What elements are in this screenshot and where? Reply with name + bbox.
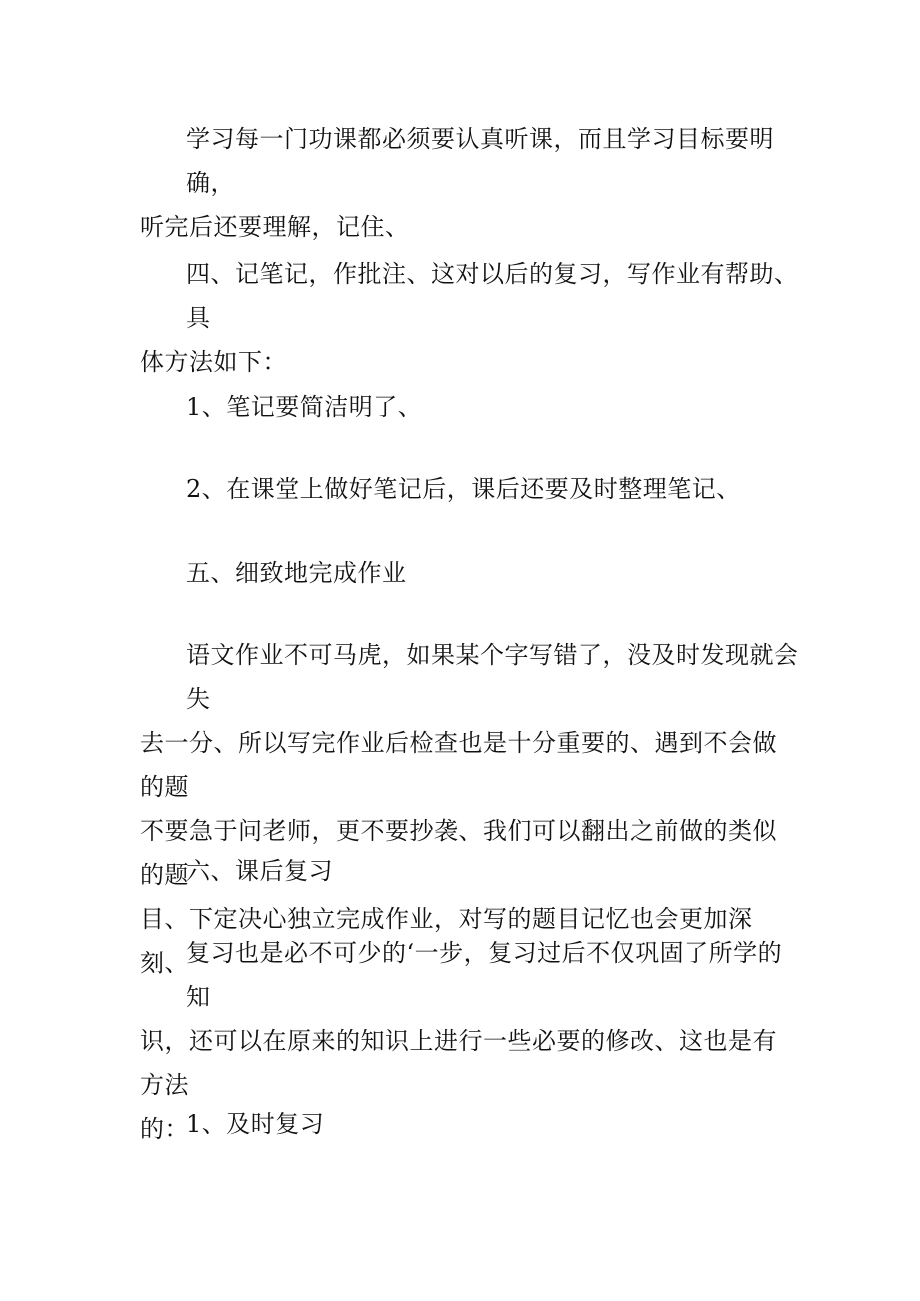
text-line: 的：	[140, 1115, 189, 1143]
list-item-notes-2	[140, 467, 800, 511]
text-line: 五、细致地完成作业	[186, 559, 407, 587]
text-line: 1、及时复习	[186, 1110, 325, 1138]
text-line: 四、记笔记，作批注、这对以后的复习，写作业有帮助、具	[186, 260, 799, 332]
paragraph-notes-heading	[140, 252, 800, 384]
list-item-notes-1	[140, 385, 800, 429]
text-line: 学习每一门功课都必须要认真听课，而且学习目标要明确，	[186, 125, 774, 197]
text-line: 复习也是必不可少的‘一步，复习过后不仅巩固了所学的知	[186, 939, 783, 1011]
text-line: 体方法如下：	[140, 348, 287, 376]
paragraph-listening	[140, 117, 800, 249]
text-line: 听完后还要理解，记住、	[140, 213, 410, 241]
text-line: 1、笔记要简洁明了、	[186, 393, 423, 421]
section-heading-homework	[140, 551, 800, 595]
text-line: 去一分、所以写完作业后检查也是十分重要的、遇到不会做的题	[140, 729, 777, 801]
text-line: 六、课后复习	[186, 857, 333, 885]
list-item-review-1	[140, 1102, 800, 1146]
text-line: 语文作业不可马虎，如果某个字写错了，没及时发现就会失	[186, 641, 799, 713]
text-line: 目、下定决心独立完成作业，对写的题目记忆也会更加深刻、	[140, 905, 753, 977]
text-line: 2、在课堂上做好笔记后，课后还要及时整理笔记、	[186, 475, 741, 503]
text-line: 识，还可以在原来的知识上进行一些必要的修改、这也是有方法	[140, 1027, 777, 1099]
text-line: 不要急于问老师，更不要抄袭、我们可以翻出之前做的类似的题	[140, 817, 777, 889]
section-heading-review	[140, 849, 800, 893]
